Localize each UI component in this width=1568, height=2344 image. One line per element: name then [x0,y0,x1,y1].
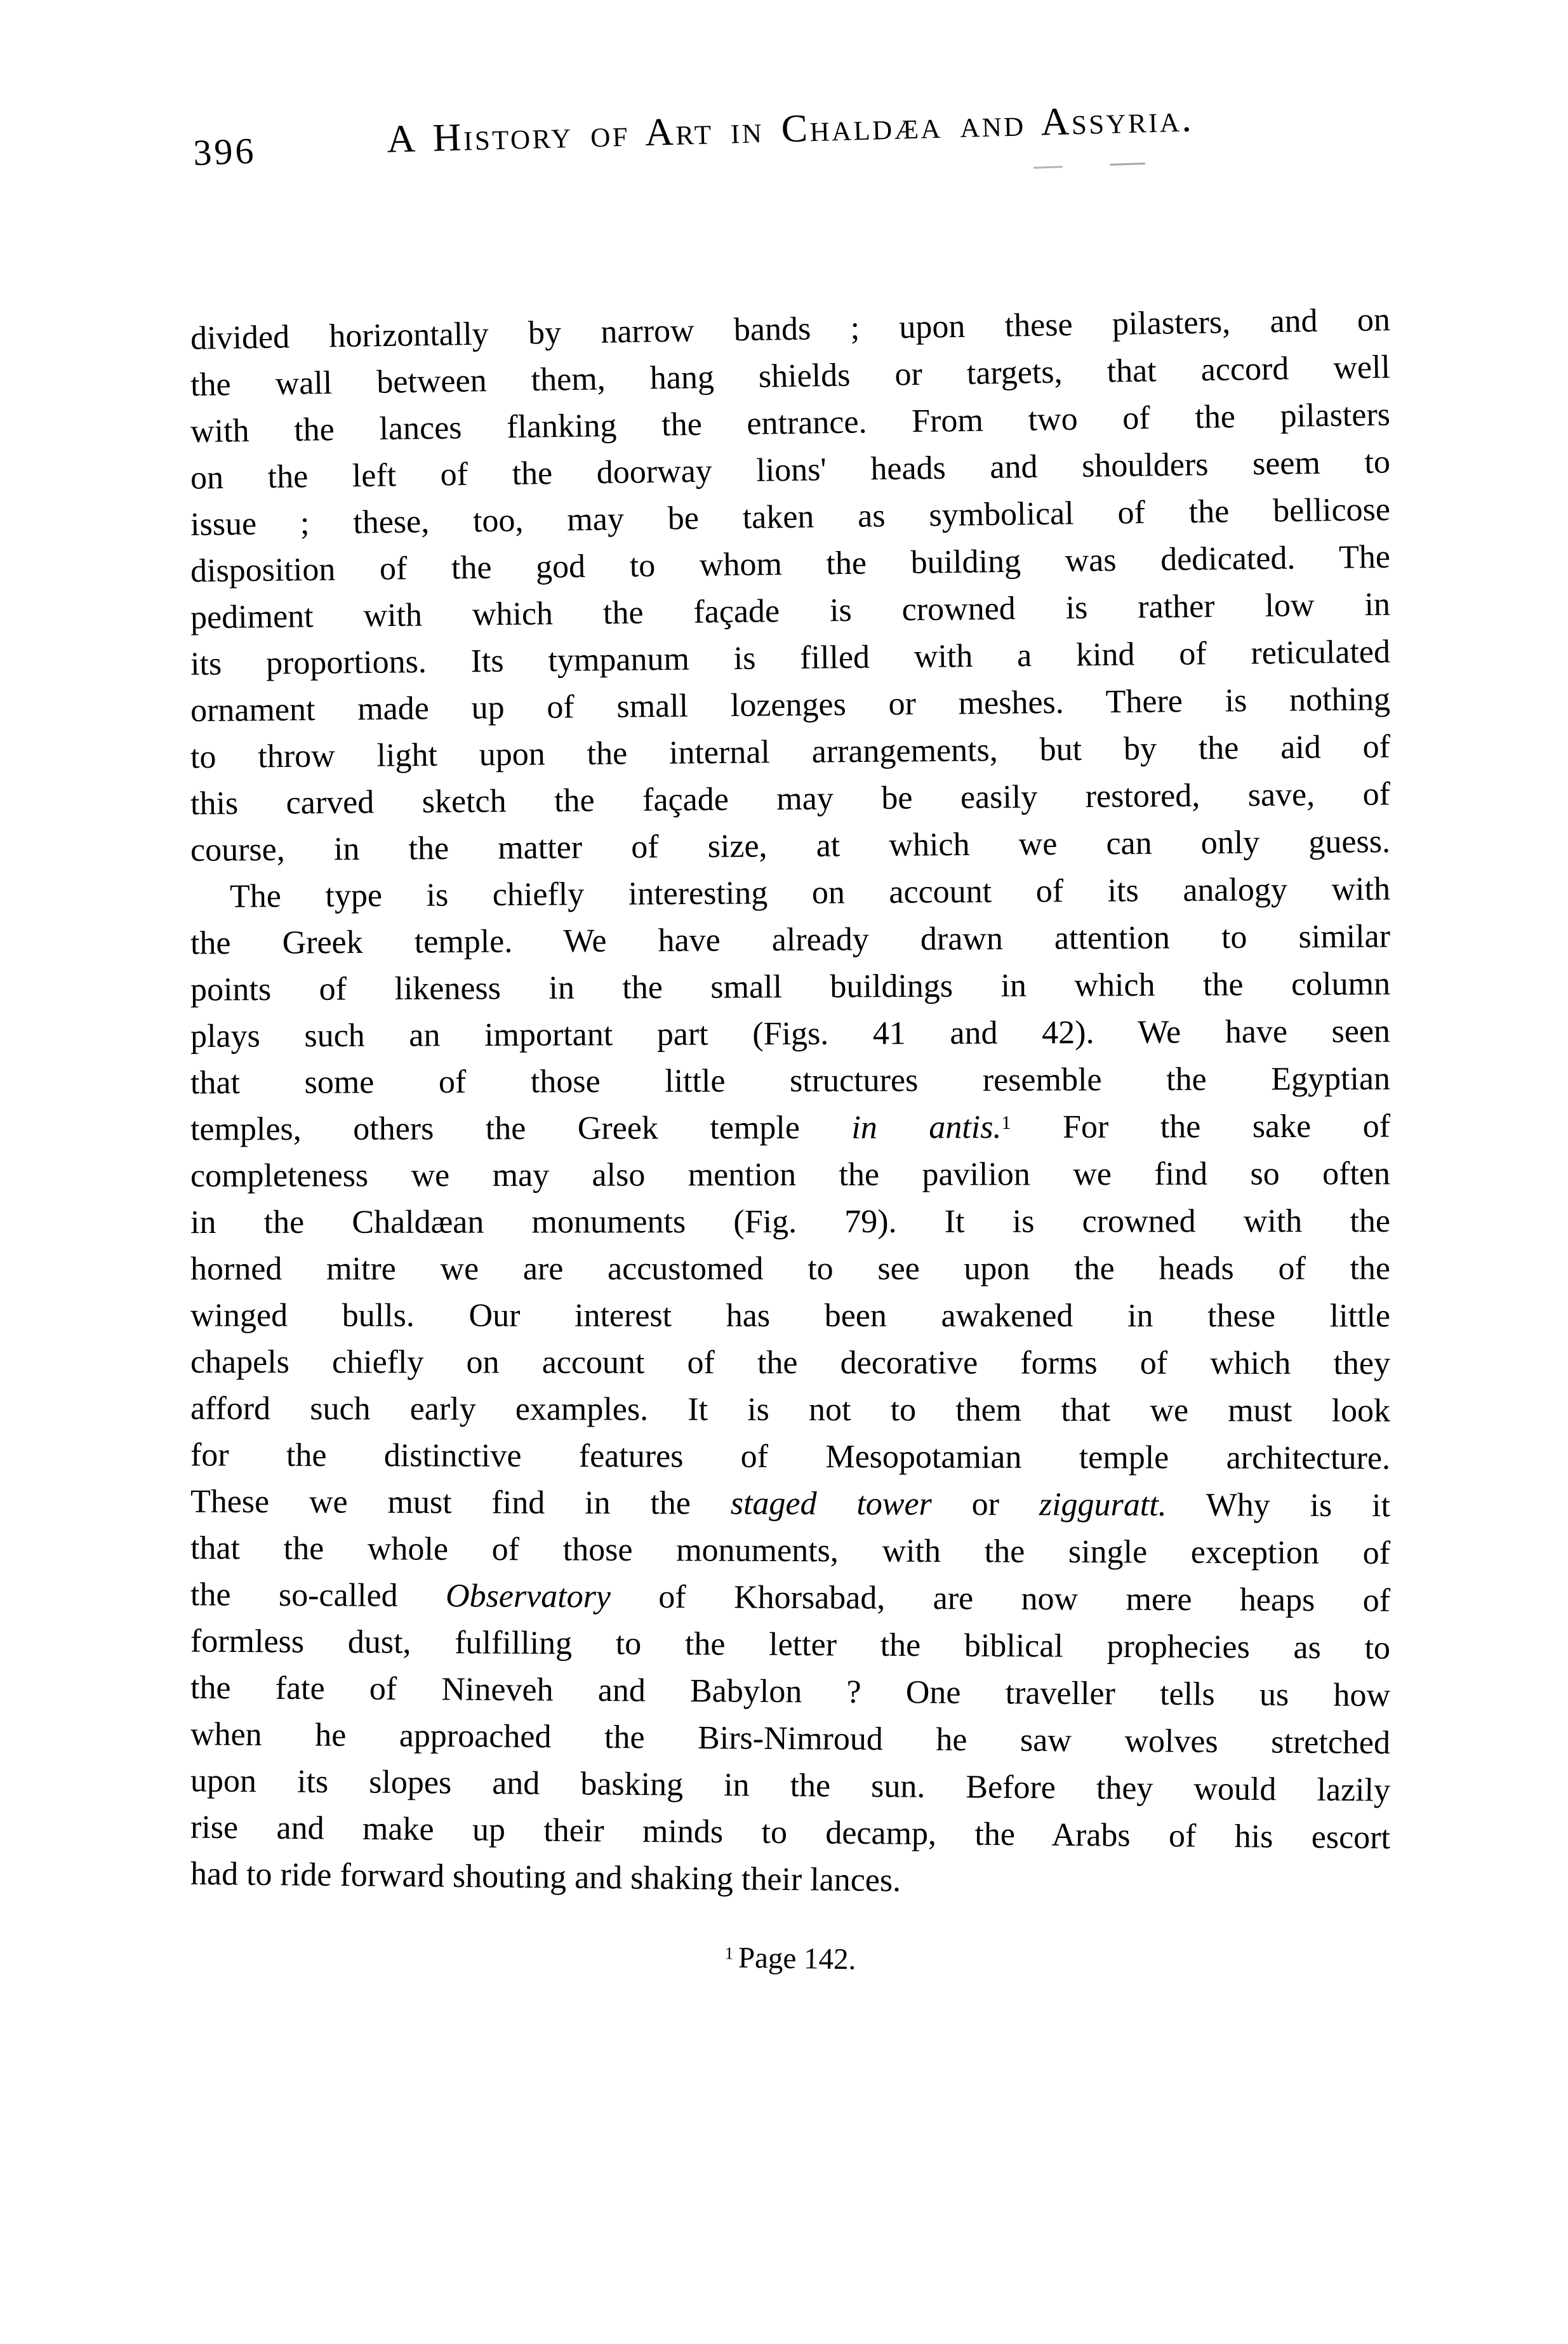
text-segment: to throw light upon the internal arrangements, but by the aid of [190,728,1391,776]
text-line [190,1571,1390,1624]
text-line [190,1432,1390,1482]
text-line [190,961,1390,1013]
text-segment: formless dust, fulfilling to the letter the biblical prophecies as to [190,1623,1391,1667]
text-segment: disposition of the god to whom the building was dedicated. The [190,538,1391,590]
text-line [190,1525,1390,1577]
text-line [190,914,1390,968]
scan-artifact-dash [1110,163,1145,166]
text-segment: issue ; these, too, may be taken as symbolical of the bellicose [190,491,1391,543]
text-line [190,1103,1390,1153]
text-segment: the wall between them, hang shields or targets, that accord well [190,349,1391,404]
text-segment: winged bulls. Our interest has been awakened in these little [190,1297,1391,1335]
text-segment: on the left of the doorway lions' heads and shoulders seem to [190,444,1391,496]
text-line [190,1385,1390,1435]
text-segment: or [931,1486,1039,1523]
text-segment: when he approached the Birs-Nimroud he saw wolves stretched [190,1716,1391,1761]
text-segment: the fate of Nineveh and Babylon ? One traveller tells us how [190,1669,1391,1714]
text-segment: course, in the matter of size, at which we can only guess. [190,823,1391,869]
text-segment: this carved sketch the façade may be easily restored, save, of [190,776,1391,822]
paragraph [190,870,1390,1903]
text-segment: The type is chiefly interesting on account of its analogy with [229,870,1391,915]
text-line [190,1293,1390,1340]
text-segment: upon its slopes and basking in the sun. Before they would lazily [190,1762,1391,1809]
text-line [190,1618,1390,1672]
italic-text: in antis. [851,1109,1002,1146]
text-segment: for the distinctive features of Mesopotamian temple architecture. [190,1437,1391,1477]
italic-text: Observatory [445,1578,611,1615]
text-segment: pediment with which the façade is crowned is rather low in [190,586,1391,636]
text-segment: the so-called [190,1576,446,1615]
text-segment: had to ride forward shouting and shaking their lances. [190,1855,901,1899]
text-segment: in the Chaldæan monuments (Fig. 79). It is crowned with the [190,1202,1391,1241]
text-segment: that some of those little structures resemble the Egyptian [190,1060,1391,1102]
text-segment: horned mitre we are accustomed to see upon the heads of the [190,1250,1391,1288]
footnote-marker: 1 [724,1943,734,1963]
text-line [190,1246,1390,1293]
footnote-text: Page 142. [738,1941,856,1976]
text-segment: divided horizontally by narrow bands ; upon these pilasters, and on [190,302,1391,357]
text-line [190,1479,1390,1530]
text-segment: its proportions. Its tympanum is filled with a kind of reticulated [190,634,1391,683]
text-segment: chapels chiefly on account of the decorative forms of which they [190,1343,1391,1382]
text-line [190,1339,1390,1387]
text-line [190,866,1390,921]
text-segment: afford such early examples. It is not to them that we must look [190,1390,1391,1429]
footnote [190,1933,1391,1985]
text-line [190,818,1390,874]
text-line [190,1056,1390,1107]
text-line [190,1150,1390,1200]
text-segment: For the sake of [1011,1108,1391,1146]
text-segment: completeness we may also mention the pavilion we find so often [190,1155,1391,1194]
text-segment: points of likeness in the small buildings in which the column [190,966,1391,1008]
text-segment: Why is it [1166,1487,1391,1524]
running-title: A History of Art in Chaldæa and Assyria. [386,97,1194,161]
italic-text: staged tower [730,1485,932,1522]
text-segment: with the lances flanking the entrance. From two of the pilasters [190,396,1391,450]
text-line [190,1008,1390,1060]
page-number: 396 [192,130,257,174]
footnote-reference: 1 [1001,1111,1011,1133]
paragraph [190,302,1391,870]
text-segment: temples, others the Greek temple [190,1109,852,1148]
italic-text: zigguratt. [1039,1486,1167,1524]
body-text [190,302,1391,1903]
text-segment: the Greek temple. We have already drawn attention to similar [190,918,1391,962]
text-segment: that the whole of those monuments, with the single exception of [190,1530,1391,1571]
text-line [190,1198,1390,1246]
page-header [190,91,1391,179]
text-segment: rise and make up their minds to decamp, the Arabs of his escort [190,1809,1391,1856]
scan-artifact-dash [1033,166,1063,169]
text-segment: of Khorsabad, are now mere heaps of [610,1578,1391,1619]
text-segment: ornament made up of small lozenges or meshes. There is nothing [190,681,1391,729]
text-segment: plays such an important part (Figs. 41 and 42). We have seen [190,1013,1391,1055]
text-segment: These we must find in the [190,1483,731,1522]
text-line [190,1665,1390,1719]
